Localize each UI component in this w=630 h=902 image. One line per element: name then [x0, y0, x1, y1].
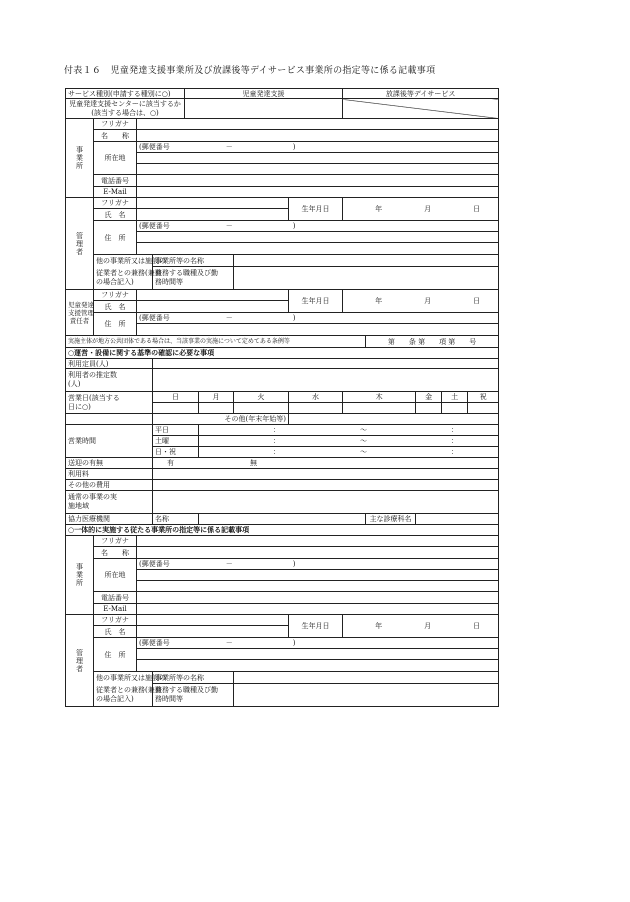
- supervisor-furigana-field[interactable]: [137, 290, 289, 301]
- day-cell-tue[interactable]: [234, 403, 289, 414]
- integrated-manager-birth-field[interactable]: 年 月 日: [343, 615, 499, 638]
- manager-other-job-label-1: 他の事業所又は施設の: [94, 255, 153, 267]
- other-days-field[interactable]: [289, 414, 499, 425]
- integrated-office-name-field[interactable]: [137, 547, 499, 559]
- office-address-line-1[interactable]: [137, 153, 499, 164]
- fee-label: 利用料: [66, 469, 153, 480]
- integrated-manager-group-label: 管 理 者: [66, 615, 94, 707]
- office-name-field[interactable]: [137, 130, 499, 142]
- day-cell-sun[interactable]: [153, 403, 199, 414]
- integrated-office-email-label: E-Mail: [94, 604, 137, 615]
- center-na-cell: [343, 99, 499, 119]
- integrated-manager-office-name-field[interactable]: [234, 672, 499, 684]
- day-header-hol: 祝: [468, 392, 499, 403]
- service-area-label: 通常の事業の実 施地域: [66, 491, 153, 514]
- office-phone-label: 電話番号: [94, 175, 137, 187]
- manager-furigana-label: フリガナ: [94, 198, 137, 209]
- office-group-label: 事 業 所: [66, 119, 94, 198]
- integrated-office-email-field[interactable]: [137, 604, 499, 615]
- manager-group-label: 管 理 者: [66, 198, 94, 290]
- other-days-label: その他(年末年始等): [153, 414, 289, 425]
- manager-name-label: 氏 名: [94, 209, 137, 221]
- hours-saturday-field[interactable]: ： ～ ：: [199, 436, 499, 447]
- service-col-after-school: 放課後等デイサービス: [343, 89, 499, 99]
- office-address-line-2[interactable]: [137, 164, 499, 175]
- day-cell-wed[interactable]: [289, 403, 343, 414]
- medical-dept-label: 主な診療科名: [366, 514, 416, 525]
- manager-address-line-2[interactable]: [137, 243, 499, 255]
- supervisor-postal-field[interactable]: (郵便番号 － ): [137, 313, 499, 324]
- ordinance-label: 実施主体が地方公共団体である場合は、当該事業の実施について定めてある条例等: [66, 336, 366, 348]
- manager-office-name-field[interactable]: [234, 255, 499, 267]
- manager-duty-label: 兼務する職種及び勤 務時間等: [153, 267, 234, 290]
- capacity-field[interactable]: [153, 359, 499, 369]
- medical-name-label: 名称: [153, 514, 199, 525]
- manager-office-name-label: 事業所等の名称: [153, 255, 234, 267]
- day-header-wed: 水: [289, 392, 343, 403]
- manager-birth-field[interactable]: 年 月 日: [343, 198, 499, 221]
- medical-label: 協力医療機関: [66, 514, 153, 525]
- service-type-label: サービス種別(申請する種別に○): [66, 89, 185, 99]
- hours-saturday-label: 土曜: [153, 436, 199, 447]
- hours-holiday-field[interactable]: ： ～ ：: [199, 447, 499, 458]
- manager-furigana-field[interactable]: [137, 198, 289, 209]
- office-email-field[interactable]: [137, 187, 499, 198]
- medical-name-field[interactable]: [199, 514, 366, 525]
- day-header-sat: 土: [442, 392, 468, 403]
- center-question-note: (該当する場合は、○): [66, 109, 185, 119]
- integrated-manager-furigana-label: フリガナ: [94, 615, 137, 626]
- application-form-table: [65, 88, 499, 707]
- manager-address-label: 住 所: [94, 221, 137, 255]
- day-header-fri: 金: [416, 392, 442, 403]
- business-days-spacer: [66, 414, 153, 425]
- supervisor-name-label: 氏 名: [94, 301, 137, 313]
- hours-holiday-label: 日・祝: [153, 447, 199, 458]
- manager-address-line-1[interactable]: [137, 232, 499, 243]
- transport-label: 送迎の有無: [66, 458, 153, 469]
- supervisor-group-label: 児童発達 支援管理 責任者: [66, 290, 94, 336]
- integrated-manager-duty-field[interactable]: [234, 684, 499, 707]
- integrated-manager-address-line-1[interactable]: [137, 649, 499, 660]
- estimate-field[interactable]: [153, 369, 499, 392]
- supervisor-name-field[interactable]: [137, 301, 289, 313]
- day-header-tue: 火: [234, 392, 289, 403]
- integrated-manager-postal-field[interactable]: (郵便番号 － ): [137, 638, 499, 649]
- office-email-label: E-Mail: [94, 187, 137, 198]
- ordinance-field[interactable]: 第 条 第 項 第 号: [366, 336, 499, 348]
- hours-weekday-field[interactable]: ： ～ ：: [199, 425, 499, 436]
- manager-name-field[interactable]: [137, 209, 289, 221]
- integrated-manager-name-field[interactable]: [137, 626, 289, 638]
- office-phone-field[interactable]: [137, 175, 499, 187]
- office-address-label: 所在地: [94, 142, 137, 175]
- integrated-manager-address-line-2[interactable]: [137, 660, 499, 672]
- supervisor-address-label: 住 所: [94, 313, 137, 336]
- integrated-manager-office-name-label: 事業所等の名称: [153, 672, 234, 684]
- supervisor-furigana-label: フリガナ: [94, 290, 137, 301]
- integrated-manager-name-label: 氏 名: [94, 626, 137, 638]
- integrated-manager-other-job-label-1: 他の事業所又は施設の: [94, 672, 153, 684]
- integrated-manager-other-job-label-2: 従業者との兼務(兼務 の場合記入): [94, 684, 153, 707]
- transport-field[interactable]: 有 無: [153, 458, 499, 469]
- integrated-office-address-label: 所在地: [94, 559, 137, 592]
- manager-other-job-label-2: 従業者との兼務(兼務 の場合記入): [94, 267, 153, 290]
- fee-field[interactable]: [153, 469, 499, 480]
- other-fee-field[interactable]: [153, 480, 499, 491]
- day-cell-sat[interactable]: [442, 403, 468, 414]
- criteria-section-header: ○運営・設備に関する基準の確認に必要な事項: [66, 348, 499, 359]
- service-col-child-dev: 児童発達支援: [185, 89, 343, 99]
- business-hours-label: 営業時間: [66, 425, 153, 458]
- manager-birth-label: 生年月日: [289, 198, 343, 221]
- integrated-section-header: ○一体的に実施する従たる事業所の指定等に係る記載事項: [66, 525, 499, 536]
- center-question: 児童発達支援センターに該当するか: [66, 99, 185, 109]
- day-header-thu: 木: [343, 392, 416, 403]
- day-cell-fri[interactable]: [416, 403, 442, 414]
- integrated-office-address-line-1[interactable]: [137, 570, 499, 581]
- estimate-label: 利用者の推定数 (人): [66, 369, 153, 392]
- integrated-office-phone-label: 電話番号: [94, 592, 137, 604]
- manager-duty-field[interactable]: [234, 267, 499, 290]
- day-header-mon: 月: [199, 392, 234, 403]
- integrated-office-furigana-label: フリガナ: [94, 536, 137, 547]
- integrated-office-postal-field[interactable]: (郵便番号 － ): [137, 559, 499, 570]
- business-days-label: 営業日(該当する 日に○): [66, 392, 153, 414]
- form-title: 付表１６ 児童発達支援事業所及び放課後等デイサービス事業所の指定等に係る記載事項: [64, 66, 436, 76]
- day-header-sun: 日: [153, 392, 199, 403]
- hours-weekday-label: 平日: [153, 425, 199, 436]
- day-cell-thu[interactable]: [343, 403, 416, 414]
- service-area-field[interactable]: [153, 491, 499, 514]
- integrated-office-group-label: 事 業 所: [66, 536, 94, 615]
- center-answer-field[interactable]: [185, 99, 343, 119]
- supervisor-birth-label: 生年月日: [289, 290, 343, 313]
- integrated-office-furigana-field[interactable]: [137, 536, 499, 547]
- office-furigana-field[interactable]: [137, 119, 499, 130]
- supervisor-address-line-1[interactable]: [137, 324, 499, 336]
- integrated-manager-duty-label: 兼務する職種及び勤 務時間等: [153, 684, 234, 707]
- office-furigana-label: フリガナ: [94, 119, 137, 130]
- integrated-manager-birth-label: 生年月日: [289, 615, 343, 638]
- office-postal-field[interactable]: (郵便番号 － ): [137, 142, 499, 153]
- integrated-manager-address-label: 住 所: [94, 638, 137, 672]
- supervisor-birth-field[interactable]: 年 月 日: [343, 290, 499, 313]
- integrated-office-address-line-2[interactable]: [137, 581, 499, 592]
- office-name-label: 名 称: [94, 130, 137, 142]
- other-fee-label: その他の費用: [66, 480, 153, 491]
- integrated-manager-furigana-field[interactable]: [137, 615, 289, 626]
- medical-dept-field[interactable]: [416, 514, 499, 525]
- day-cell-mon[interactable]: [199, 403, 234, 414]
- manager-postal-field[interactable]: (郵便番号 － ): [137, 221, 499, 232]
- day-cell-hol[interactable]: [468, 403, 499, 414]
- integrated-office-phone-field[interactable]: [137, 592, 499, 604]
- integrated-office-name-label: 名 称: [94, 547, 137, 559]
- capacity-label: 利用定員(人): [66, 359, 153, 369]
